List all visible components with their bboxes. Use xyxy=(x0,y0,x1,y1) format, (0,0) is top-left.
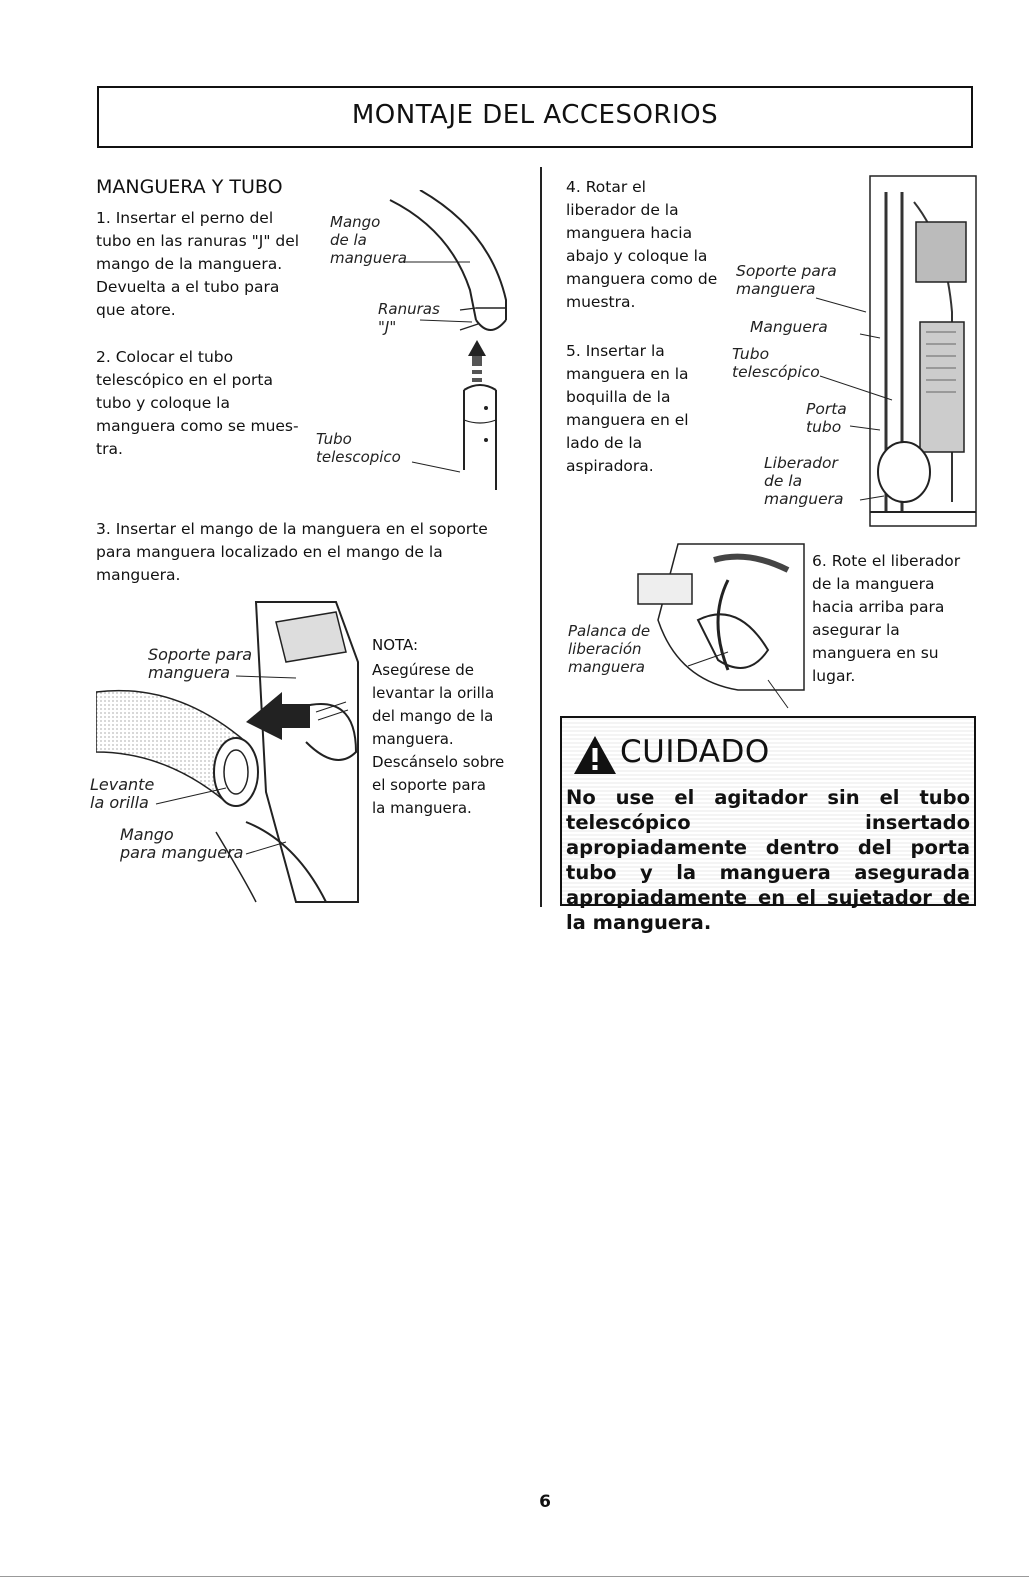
step-6-text: 6. Rote el liberador de la manguera hacia arriba para asegurar la manguera en su lugar. xyxy=(812,552,961,685)
step-5-text: 5. Insertar la manguera en la boquilla de la manguera en el lado de la aspiradora. xyxy=(566,342,689,475)
note-title: NOTA: xyxy=(372,636,419,654)
step-1-text: 1. Insertar el perno del tubo en las ranuras "J" del mango de la manguera. Devuelta a el tubo para que atore. xyxy=(96,209,300,319)
note-text: Asegúrese de levantar la orilla del mango de la manguera. Descánselo sobre el soporte para la manguera. xyxy=(372,661,505,817)
callout-soporte: Soporte para manguera xyxy=(148,645,253,682)
column-divider xyxy=(540,167,542,907)
warning-title: CUIDADO xyxy=(620,734,770,770)
section-title: MANGUERA Y TUBO xyxy=(96,176,283,198)
callout-mango-para: Mango para manguera xyxy=(120,825,244,862)
leader-lines-right xyxy=(780,290,900,520)
step-4-text: 4. Rotar el liberador de la manguera hacia abajo y coloque la manguera como de muestra. xyxy=(566,178,718,311)
callout-tubo-right: Tubo telescópico xyxy=(732,345,820,381)
page-number: 6 xyxy=(539,1492,551,1512)
warning-triangle-icon xyxy=(572,734,618,776)
callout-ranuras: Ranuras "J" xyxy=(378,300,440,336)
warning-text: No use el agitador sin el tubo telescópico insertado apropiadamente dentro del porta tubo y la manguera asegurada apropiadamente en el sujetador de la manguera. xyxy=(566,786,970,934)
callout-liberador: Liberador de la manguera xyxy=(764,454,844,508)
bottom-rule xyxy=(0,1576,1029,1577)
callout-tubo: Tubo telescopico xyxy=(316,430,401,466)
callout-porta: Porta tubo xyxy=(806,400,847,436)
callout-soporte-right: Soporte para manguera xyxy=(736,262,837,298)
page-title: MONTAJE DEL ACCESORIOS xyxy=(351,100,719,130)
callout-mango: Mango de la manguera xyxy=(330,213,407,267)
callout-manguera: Manguera xyxy=(750,318,828,336)
callout-levante: Levante la orilla xyxy=(90,775,155,812)
step-3-text: 3. Insertar el mango de la manguera en el soporte para manguera localizado en el mango de la manguera. xyxy=(96,520,488,584)
step-2-text: 2. Colocar el tubo telescópico en el porta tubo y coloque la manguera como se mues- tra. xyxy=(96,348,299,458)
callout-palanca: Palanca de liberación manguera xyxy=(568,622,651,676)
